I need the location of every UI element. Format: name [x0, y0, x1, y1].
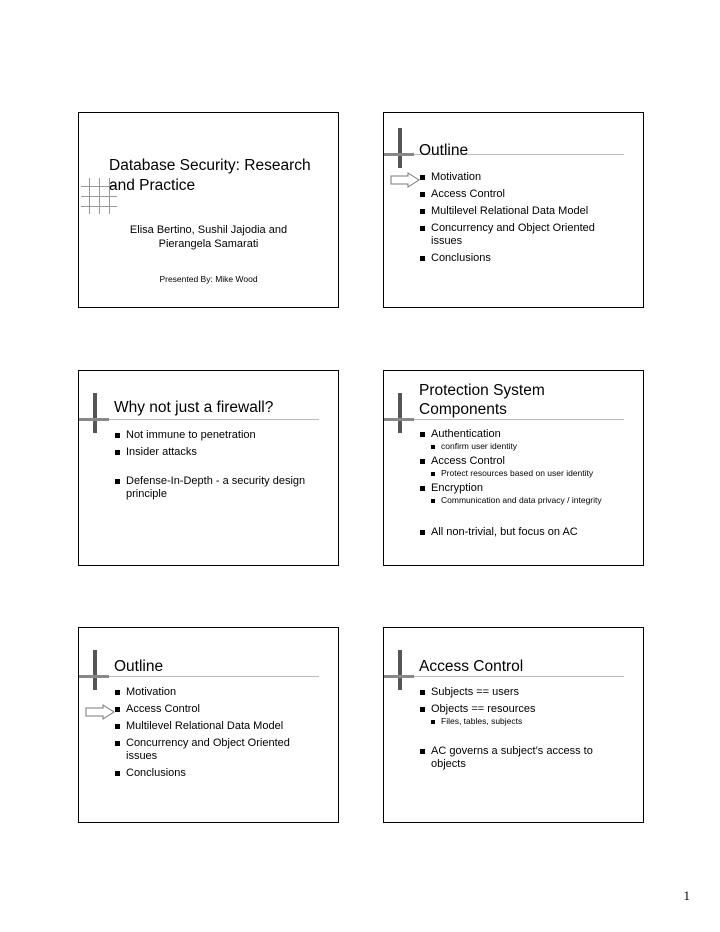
slide-3	[78, 370, 339, 566]
slide-5-title: Outline	[114, 658, 164, 675]
slide-6-bullets	[419, 686, 639, 771]
slide-1	[78, 112, 339, 308]
list-sub-item: confirm user identity	[419, 441, 641, 452]
slide-4-title-line-2: Components	[419, 401, 507, 418]
slide-3-bullets	[114, 429, 334, 501]
arrow-right-icon	[85, 704, 115, 720]
slide-5	[78, 627, 339, 823]
list-item: Motivation	[419, 171, 639, 184]
list-item: Encryption	[419, 482, 641, 495]
slide-2-bullets	[419, 171, 639, 265]
list-item: Access Control	[114, 703, 334, 716]
arrow-right-icon	[390, 172, 420, 188]
list-item-continuation: issues	[431, 235, 463, 247]
list-item: Conclusions	[114, 767, 334, 780]
list-item: AC governs a subject’s access to	[419, 745, 639, 758]
list-item: Multilevel Relational Data Model	[419, 205, 639, 218]
page-number: 1	[683, 888, 690, 903]
slide-1-authors-line-1: Elisa Bertino, Sushil Jajodia and	[129, 224, 288, 236]
slide-4	[383, 370, 644, 566]
list-sub-item: Protect resources based on user identity	[419, 468, 641, 479]
slide-2-title: Outline	[419, 142, 469, 159]
list-item: Access Control	[419, 188, 639, 201]
list-item: Multilevel Relational Data Model	[114, 720, 334, 733]
list-item: Subjects == users	[419, 686, 639, 699]
list-item-continuation: principle	[126, 488, 167, 500]
list-item: Objects == resources	[419, 703, 639, 716]
slide-2	[383, 112, 644, 308]
list-sub-item: Communication and data privacy / integrity	[419, 495, 641, 506]
list-sub-item: Files, tables, subjects	[419, 716, 639, 727]
slide-5-bullets	[114, 686, 334, 780]
list-item: Access Control	[419, 455, 641, 468]
list-item: Not immune to penetration	[114, 429, 334, 442]
slide-6	[383, 627, 644, 823]
slide-6-title: Access Control	[419, 658, 524, 675]
list-item: Defense-In-Depth - a security design	[114, 475, 334, 488]
list-item-continuation: objects	[431, 758, 466, 770]
list-item-continuation: issues	[126, 750, 158, 762]
list-item: Concurrency and Object Oriented	[419, 222, 639, 235]
slide-1-title-line-2: and Practice	[109, 177, 196, 194]
slide-4-title-line-1: Protection System	[419, 382, 545, 399]
slide-1-title-line-1: Database Security: Research	[109, 157, 311, 174]
list-item: Authentication	[419, 428, 641, 441]
slide-3-title: Why not just a firewall?	[114, 399, 274, 416]
slide-4-bullets	[419, 428, 641, 539]
list-item: Concurrency and Object Oriented	[114, 737, 334, 750]
list-item: All non-trivial, but focus on AC	[419, 526, 641, 539]
list-item: Motivation	[114, 686, 334, 699]
list-item: Conclusions	[419, 252, 639, 265]
slide-1-presented-by: Presented By: Mike Wood	[159, 274, 258, 284]
list-item: Insider attacks	[114, 446, 334, 459]
slide-1-authors-line-2: Pierangela Samarati	[158, 238, 259, 250]
